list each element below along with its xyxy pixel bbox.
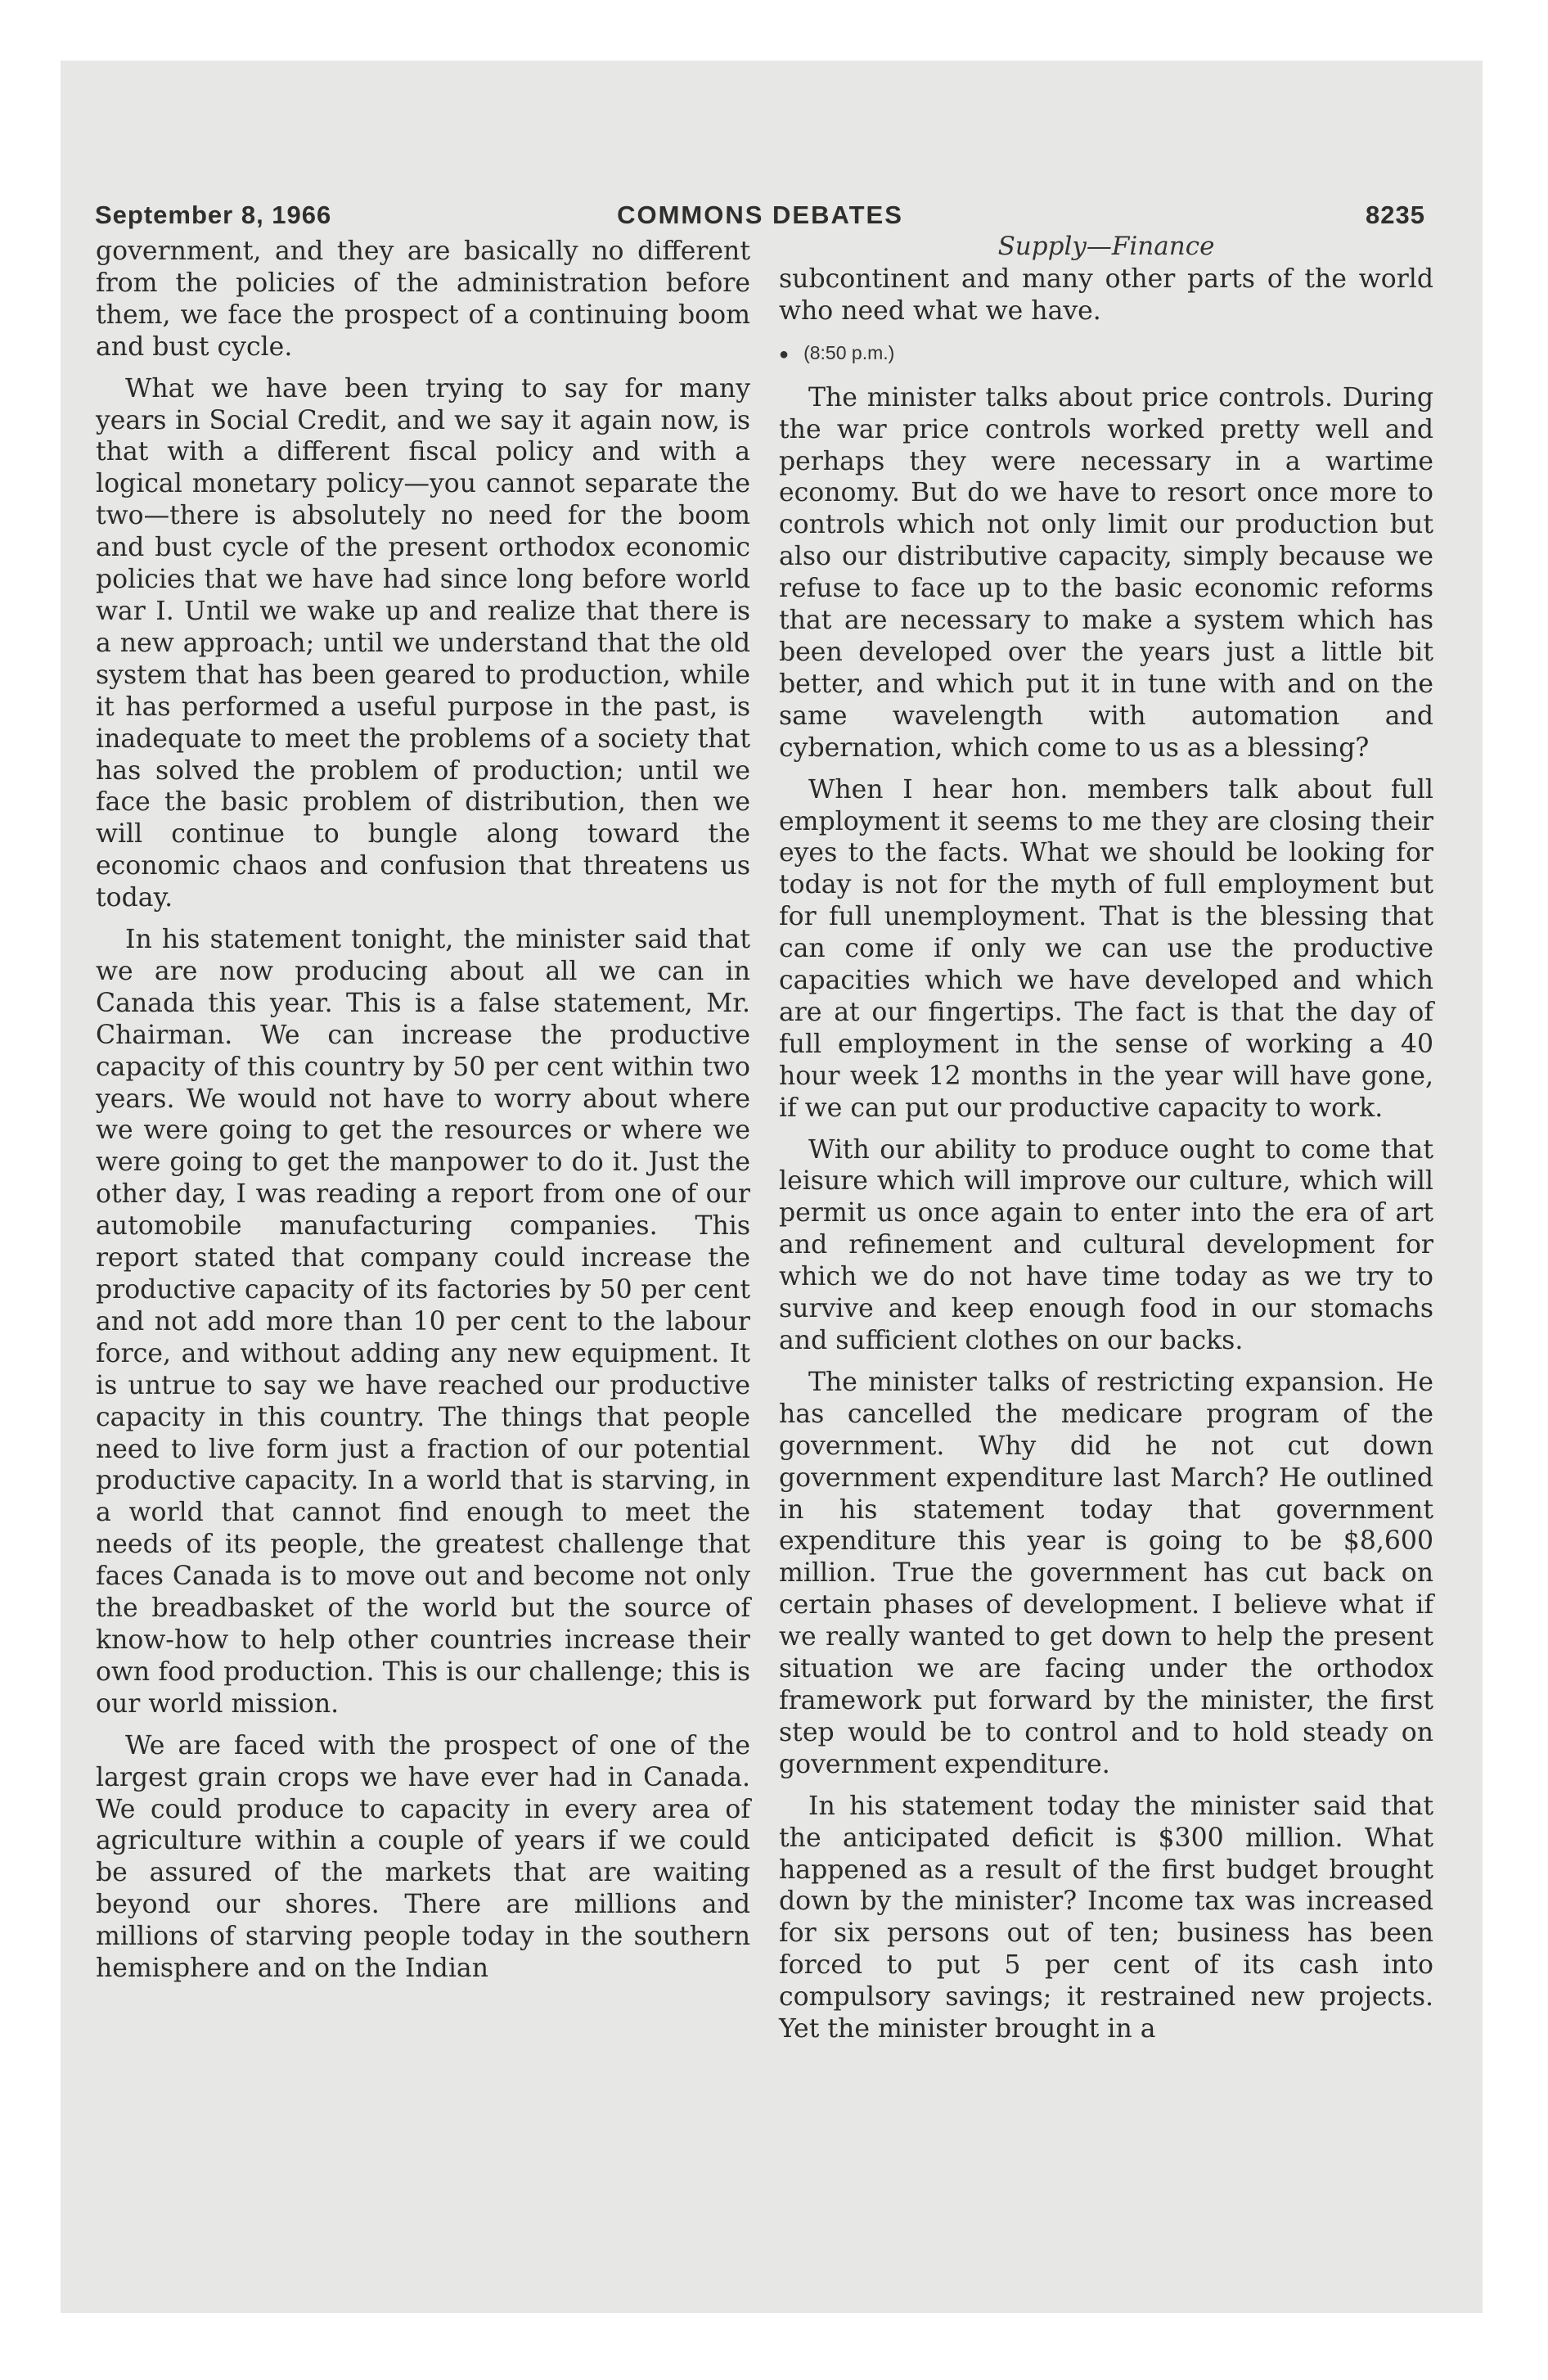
section-label: Supply—Finance [997, 232, 1215, 261]
paragraph: What we have been trying to say for many years in Social Credit, and we say it again now, is that with a different fiscal policy and with a logical monetary policy—you cannot separate the two—there is absolutely no need for the boom and bust cycle of the present orthodox economic policies that we have had since long before world war I. Until we wake up and realize that there is a new approach; until we understand that the old system that has been geared to production, while it has performed a useful purpose in the past, is inadequate to meet the problems of a society that has solved the problem of production; until we face the basic problem of distribution, then we will continue to bungle along toward the economic chaos and confusion that threatens us today. [96, 373, 750, 913]
paragraph: In his statement today the minister said that the anticipated deficit is $300 million. What happened as a result of the first budget brought down by the minister? Income tax was increased for six persons out of ten; business has been forced to put 5 per cent of its cash into compulsory savings; it restrained new projects. Yet the minister brought in a [779, 1791, 1433, 2044]
bullet-icon: ● [779, 345, 790, 363]
paragraph: The minister talks of restricting expansion. He has cancelled the medicare program of the government. Why did he not cut down government expenditure last March? He outlined in his statement today that government expenditure this year is going to be $8,600 million. True the government has cut back on certain phases of development. I believe what if we really wanted to get down to help the present situation we are facing under the orthodox framework put forward by the minister, the first step would be to control and to hold steady on government expenditure. [779, 1367, 1433, 1779]
paragraph: With our ability to produce ought to come that leisure which will improve our culture, which will permit us once again to enter into the era of art and refinement and cultural development for which we do not have time today as we try to survive and keep enough food in our stomachs and sufficient clothes on our backs. [779, 1134, 1433, 1355]
timestamp-text: (8:50 p.m.) [803, 341, 895, 363]
page-number: 8235 [1366, 201, 1425, 229]
right-column [779, 231, 1433, 2055]
left-column [96, 236, 750, 1995]
paragraph: government, and they are basically no different from the policies of the administration before them, we face the prospect of a continuing boom and bust cycle. [96, 237, 750, 362]
paragraph: The minister talks about price controls. During the war price controls worked pretty well and perhaps they were necessary in a wartime economy. But do we have to resort once more to controls which not only limit our production but also our distributive capacity, simply because we refuse to face up to the basic economic reforms that are necessary to make a system which has been developed over the years just a little bit better, and which put it in tune with and on the same wavelength with automation and cybernation, which come to us as a blessing? [779, 382, 1433, 763]
paragraph: In his statement tonight, the minister said that we are now producing about all we can in Canada this year. This is a false statement, Mr. Chairman. We can increase the productive capacity of this country by 50 per cent within two years. We would not have to worry about where we were going to get the resources or where we were going to get the manpower to do it. Just the other day, I was reading a report from one of our automobile manufacturing companies. This report stated that company could increase the productive capacity of its factories by 50 per cent and not add more than 10 per cent to the labour force, and without adding any new equipment. It is untrue to say we have reached our productive capacity in this country. The things that people need to live form just a fraction of our potential productive capacity. In a world that is starving, in a world that cannot find enough to meet the needs of its people, the greatest challenge that faces Canada is to move out and become not only the breadbasket of the world but the source of know-how to help other countries increase their own food production. This is our challenge; this is our world mission. [96, 925, 750, 1719]
paragraph: We are faced with the prospect of one of the largest grain crops we have ever had in Canada. We could produce to capacity in every area of agriculture within a couple of years if we could be assured of the markets that are waiting beyond our shores. There are millions and millions of starving people today in the southern hemisphere and on the Indian [96, 1730, 750, 1984]
header-date: September 8, 1966 [95, 201, 332, 229]
paragraph: When I hear hon. members talk about full employment it seems to me they are closing their eyes to the facts. What we should be looking for today is not for the myth of full employment but for full unemployment. That is the blessing that can come if only we can use the productive capacities which we have developed and which are at our fingertips. The fact is that the day of full employment in the sense of working a 40 hour week 12 months in the year will have gone, if we can put our productive capacity to work. [779, 774, 1433, 1123]
paragraph: subcontinent and many other parts of the world who need what we have. [779, 264, 1433, 326]
timestamp [779, 337, 1433, 371]
header-title: COMMONS DEBATES [617, 201, 903, 229]
